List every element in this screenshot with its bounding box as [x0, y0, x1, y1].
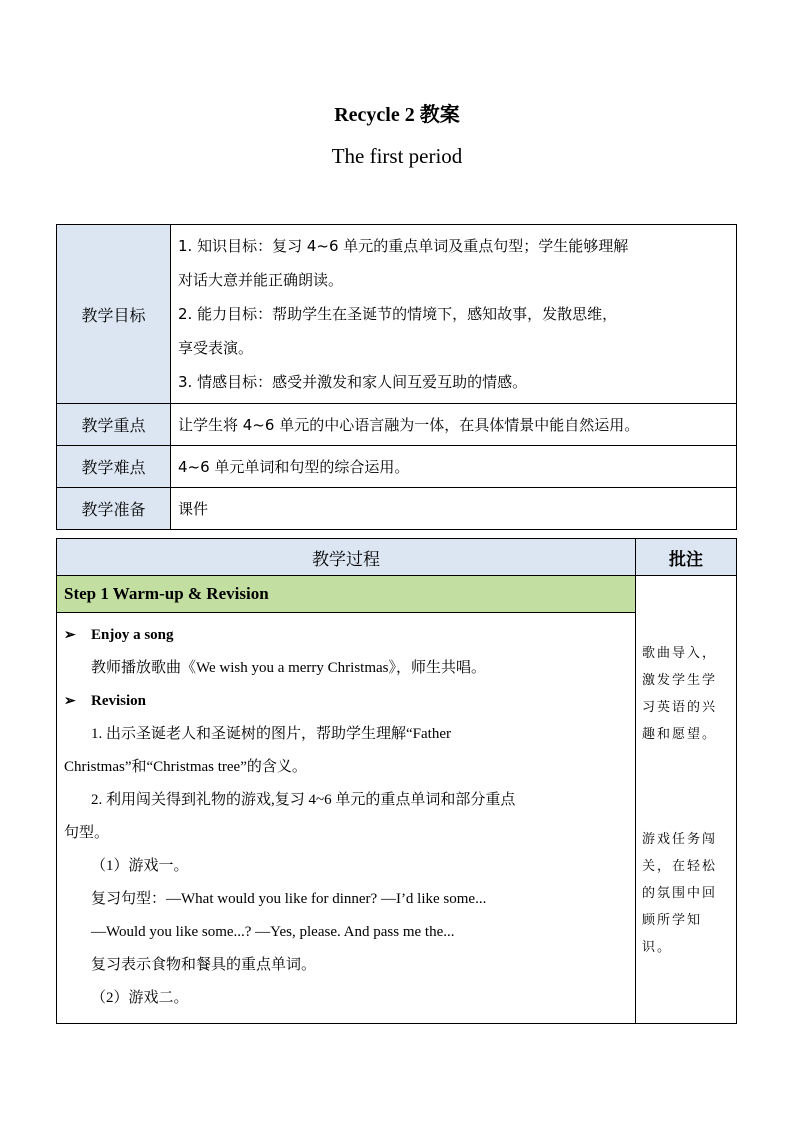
- table-row: [57, 613, 737, 1024]
- difficulties-label: 教学难点: [57, 446, 171, 488]
- arrow-bullet-icon: ➢: [64, 628, 76, 643]
- page-title: Recycle 2 教案: [334, 104, 460, 126]
- game-1-words: 复习表示食物和餐具的重点单词。: [91, 957, 317, 973]
- objectives-label: 教学目标: [57, 225, 171, 404]
- page-subtitle: The first period: [331, 144, 463, 168]
- table-row: [57, 446, 737, 488]
- objectives-content: [171, 225, 737, 404]
- step-title: Step 1 Warm-up & Revision: [57, 576, 636, 613]
- revision-step-1: 1. 出示圣诞老人和圣诞树的图片，帮助学生理解“Father: [91, 726, 451, 742]
- song-text: 教师播放歌曲《We wish you a merry Christmas》，师生共唱。: [91, 660, 487, 676]
- game-1-pattern-1: 复习句型：—What would you like for dinner? —I’d like some...: [91, 891, 487, 907]
- notes-header: 批注: [636, 539, 737, 576]
- process-table: [56, 538, 737, 1024]
- table-row: [57, 404, 737, 446]
- objective-line: 享受表演。: [178, 339, 254, 357]
- preparation-content: 课件: [171, 488, 737, 530]
- list-item: ➢ Revision: [64, 685, 631, 718]
- preparation-label: 教学准备: [57, 488, 171, 530]
- game-1: （1）游戏一。: [91, 858, 189, 874]
- list-item: ➢ Enjoy a song: [64, 619, 631, 652]
- objective-line: 2. 能力目标：帮助学生在圣诞节的情境下，感知故事，发散思维，: [178, 305, 618, 323]
- objectives-table: [56, 224, 737, 530]
- notes-cell: [636, 576, 737, 1024]
- arrow-bullet-icon: ➢: [64, 694, 76, 709]
- difficulties-content: 4~6 单元单词和句型的综合运用。: [171, 446, 737, 488]
- note-revision: 游戏任务闯 关，在轻松 的氛围中回 顾所学知识。: [642, 832, 718, 955]
- objective-line: 对话大意并能正确朗读。: [178, 271, 344, 289]
- note-warmup: 歌曲导入， 激发学生学 习英语的兴 趣和愿望。: [642, 646, 718, 742]
- step-body: [57, 613, 636, 1024]
- table-row: [57, 488, 737, 530]
- table-row: [57, 576, 737, 613]
- revision-step-2: 2. 利用闯关得到礼物的游戏,复习 4~6 单元的重点单词和部分重点: [91, 792, 516, 808]
- game-2: （2）游戏二。: [91, 990, 189, 1006]
- table-row: [57, 225, 737, 404]
- key-points-content: 让学生将 4~6 单元的中心语言融为一体，在具体情景中能自然运用。: [171, 404, 737, 446]
- game-1-pattern-2: —Would you like some...? —Yes, please. And pass me the...: [91, 924, 455, 940]
- revision-step-1-cont: Christmas”和“Christmas tree”的含义。: [64, 759, 307, 775]
- process-header: 教学过程: [57, 539, 636, 576]
- table-header-row: [57, 539, 737, 576]
- objective-line: 3. 情感目标：感受并激发和家人间互爱互助的情感。: [178, 373, 528, 391]
- revision-step-2-cont: 句型。: [64, 825, 110, 841]
- key-points-label: 教学重点: [57, 404, 171, 446]
- objective-line: 1. 知识目标：复习 4~6 单元的重点单词及重点句型；学生能够理解: [178, 237, 629, 255]
